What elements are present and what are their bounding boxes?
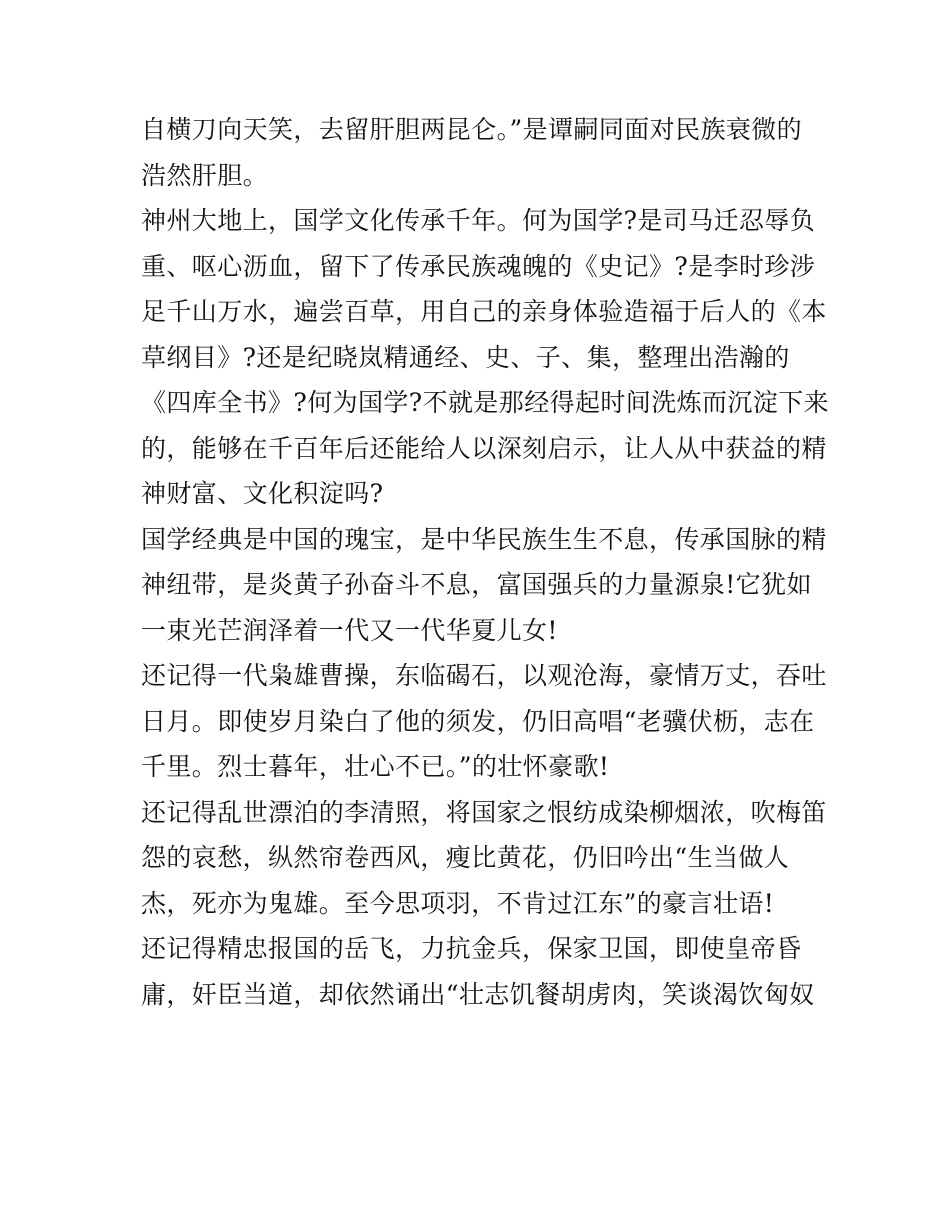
text-line: 神财富、文化积淀吗? [141, 479, 384, 508]
text-line: 庸，奸臣当道，却依然诵出“壮志饥餐胡虏肉，笑谈渴饮匈奴 [141, 979, 815, 1009]
body-text [141, 107, 830, 1017]
text-line: 浩然肝胆。 [141, 160, 269, 190]
text-line: 杰，死亦为鬼雄。至今思项羽，不肯过江东”的豪言壮语! [141, 888, 775, 918]
text-line: 还记得一代枭雄曹操，东临碣石，以观沧海，豪情万丈，吞吐 [141, 661, 827, 690]
text-line: 《四库全书》?何为国学?不就是那经得起时间洗炼而沉淀下来 [141, 388, 830, 417]
text-line: 重、呕心沥血，留下了传承民族魂魄的《史记》?是李时珍涉 [141, 251, 816, 281]
text-line: 国学经典是中国的瑰宝，是中华民族生生不息，传承国脉的精 [141, 524, 827, 554]
text-line: 神州大地上，国学文化传承千年。何为国学?是司马迁忍辱负 [141, 206, 816, 235]
text-line: 怨的哀愁，纵然帘卷西风，瘦比黄花，仍旧吟出“生当做人 [141, 843, 790, 872]
text-line: 千里。烈士暮年，壮心不已。”的壮怀豪歌! [141, 752, 610, 781]
text-line: 草纲目》?还是纪晓岚精通经、史、子、集，整理出浩瀚的 [141, 342, 790, 372]
text-line: 神纽带，是炎黄子孙奋斗不息，富国强兵的力量源泉!它犹如 [141, 570, 812, 599]
text-line: 日月。即使岁月染白了他的须发，仍旧高唱“老骥伏枥，志在 [141, 706, 815, 736]
text-line: 一束光芒润泽着一代又一代华夏儿女! [141, 615, 558, 645]
text-line: 还记得精忠报国的岳飞，力抗金兵，保家卫国，即使皇帝昏 [141, 934, 802, 963]
text-line: 还记得乱世漂泊的李清照，将国家之恨纺成染柳烟浓，吹梅笛 [141, 797, 827, 827]
text-line: 足千山万水，遍尝百草，用自己的亲身体验造福于后人的《本 [141, 297, 827, 326]
text-line: 自横刀向天笑，去留肝胆两昆仑。”是谭嗣同面对民族衰微的 [141, 115, 803, 144]
text-line: 的，能够在千百年后还能给人以深刻启示，让人从中获益的精 [141, 433, 827, 463]
